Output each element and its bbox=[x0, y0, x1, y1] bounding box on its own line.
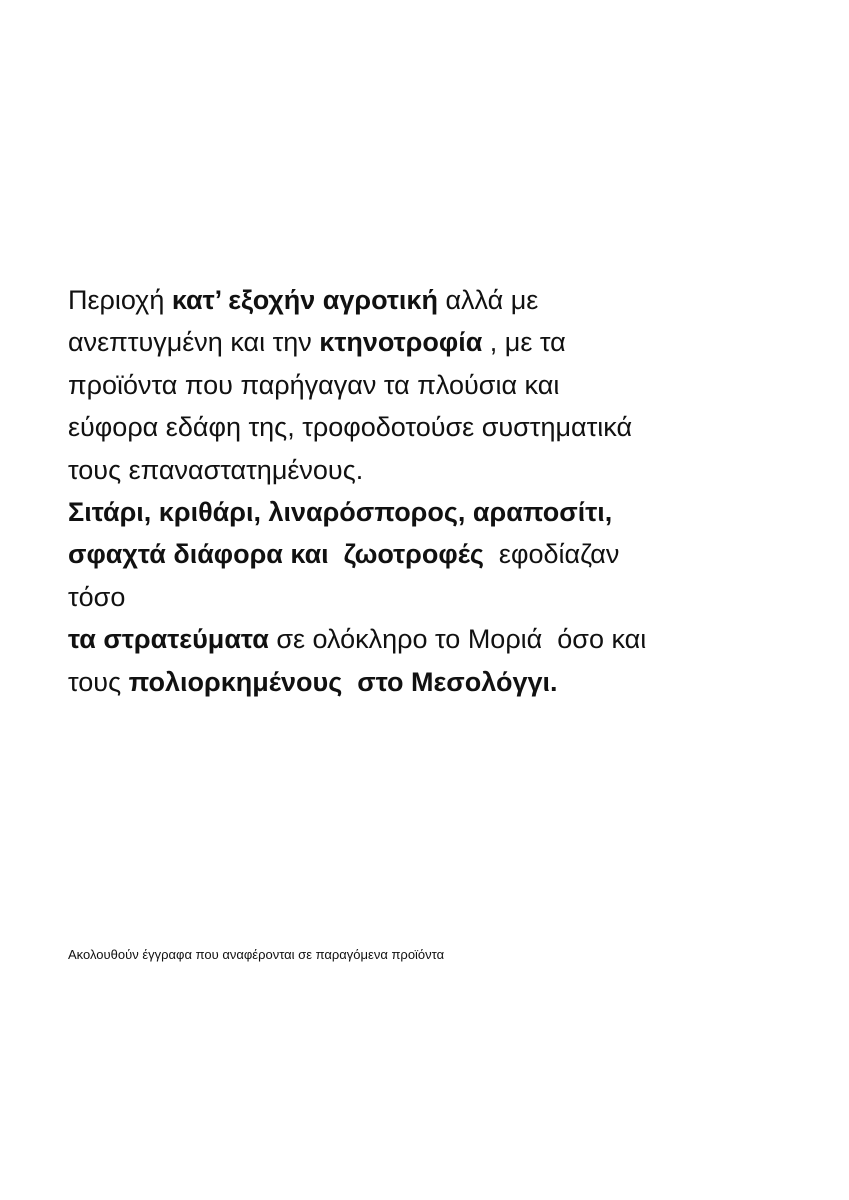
text-segment: εφοδίαζαν bbox=[483, 539, 620, 570]
text-segment: ανεπτυγμένη και την bbox=[68, 327, 320, 358]
bold-text-segment: Σιτάρι, κριθάρι, λιναρόσπορος, αραποσίτι, bbox=[68, 497, 613, 528]
text-segment: τόσο bbox=[68, 581, 126, 612]
bold-text-segment: σφαχτά διάφορα και ζωοτροφές bbox=[68, 539, 484, 570]
text-line bbox=[68, 364, 828, 406]
text-line bbox=[68, 661, 828, 703]
bold-text-segment: κτηνοτροφία bbox=[319, 327, 483, 358]
text-segment: εύφορα εδάφη της, τροφοδοτούσε συστηματικά bbox=[68, 412, 633, 443]
text-line bbox=[68, 576, 828, 618]
text-segment: Περιοχή bbox=[68, 285, 172, 315]
text-line bbox=[68, 491, 828, 533]
text-line bbox=[68, 449, 828, 491]
text-segment: αλλά με bbox=[437, 285, 539, 315]
bold-text-segment: τα στρατεύματα bbox=[68, 624, 269, 655]
text-segment: σε ολόκληρο το Μοριά όσο και bbox=[268, 624, 647, 655]
footnote: Ακολουθούν έγγραφα που αναφέρονται σε παραγόμενα προϊόντα bbox=[68, 947, 445, 962]
text-segment: προϊόντα που παρήγαγαν τα πλούσια και bbox=[68, 369, 560, 400]
text-segment: τους επαναστατημένους. bbox=[68, 454, 364, 485]
text-line bbox=[68, 321, 828, 363]
text-segment: , με τα bbox=[482, 327, 566, 358]
text-line bbox=[68, 406, 828, 448]
bold-text-segment: πολιορκημένους στο Μεσολόγγι. bbox=[128, 666, 558, 697]
bold-text-segment: κατ’ εξοχήν αγροτική bbox=[171, 285, 438, 315]
text-line bbox=[68, 533, 828, 575]
text-segment: τους bbox=[68, 666, 129, 697]
main-paragraph bbox=[68, 279, 828, 703]
text-line bbox=[68, 618, 828, 660]
text-line bbox=[68, 279, 828, 321]
